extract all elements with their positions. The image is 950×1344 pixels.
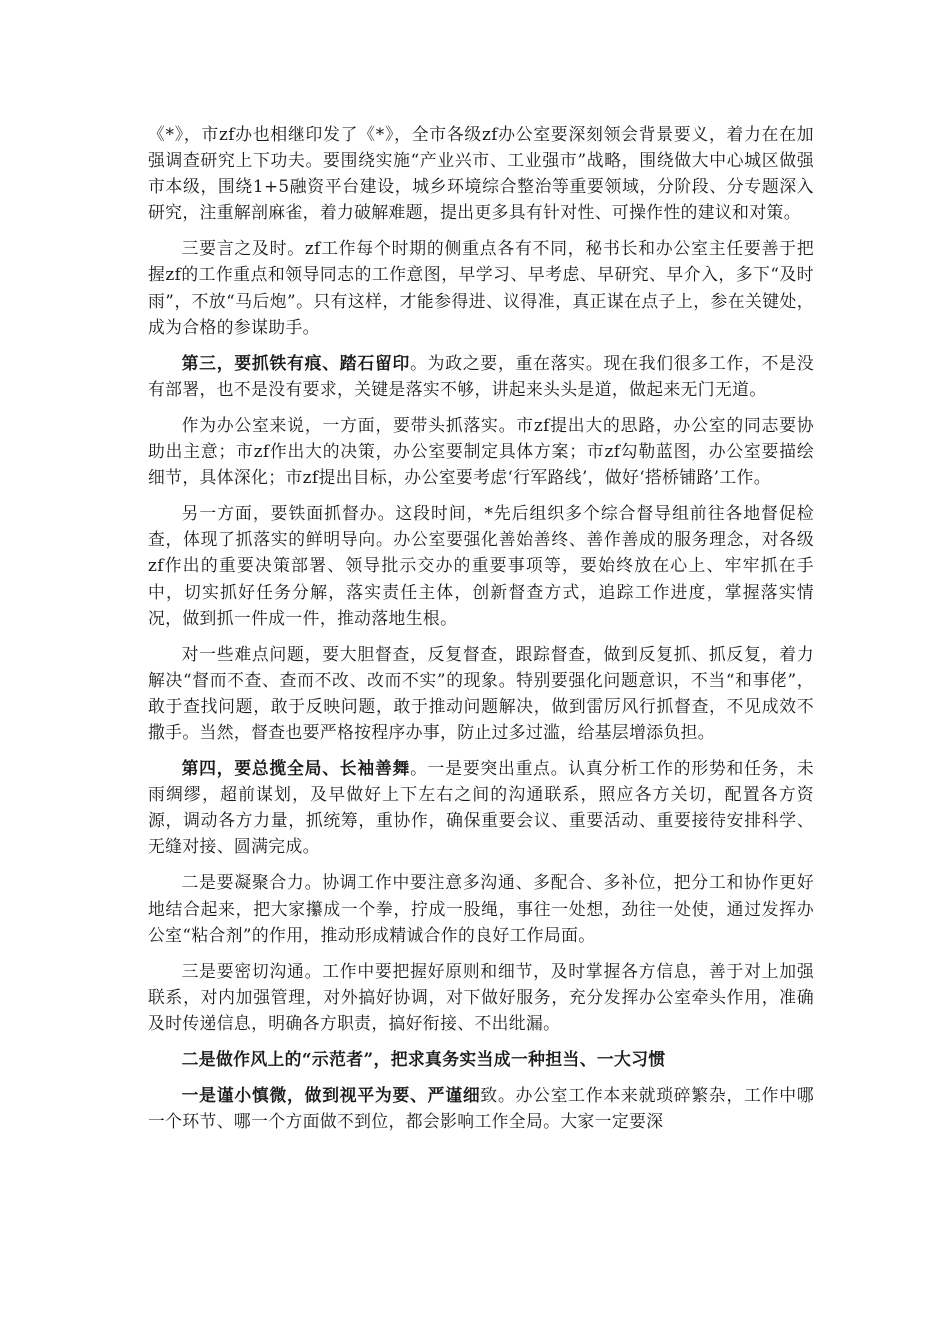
paragraph-1: 《*》，市zf办也相继印发了《*》，全市各级zf办公室要深刻领会背景要义，着力在在加强调查研究上下功夫。要围绕实施“产业兴市、工业强市”战略，围绕做大中心城区做强市本级，围绕1+5融资平台建设，城乡环境综合整治等重要领域，分阶段、分专题深入研究，注重解剖麻雀，着力破解难题，提出更多具有针对性、可操作性的建议和对策。 — [148, 124, 814, 223]
paragraph-6: 对一些难点问题，要大胆督查，反复督查，跟踪督查，做到反复抓、抓反复，着力解决“督而不查、查而不改、改而不实”的现象。特别要强化问题意识，不当“和事佬”，敢于查找问题，敢于反映问题，敢于推动问题解决，做到雷厉风行抓督查，不见成效不撒手。当然，督查也要严格按程序办事，防止过多过滥，给基层增添负担。 — [148, 643, 814, 742]
paragraph-10-body: 致。办公室工作本来就琐碎繁杂，工作中哪一个环节、哪一个方面做不到位，都会影响工作全局。大家一定要深 — [148, 1085, 814, 1132]
paragraph-7 — [148, 755, 814, 859]
paragraph-8: 二是要凝聚合力。协调工作中要注意多沟通、多配合、多补位，把分工和协作更好地结合起来，把大家攥成一个拳，拧成一股绳，事往一处想，劲往一处使，通过发挥办公室“粘合剂”的作用，推动形成精诚合作的良好工作局面。 — [148, 872, 814, 945]
section-heading: 二是做作风上的“示范者”，把求真务实当成一种担当、一大习惯 — [181, 1049, 666, 1069]
paragraph-7-lead: 第四，要总揽全局、长袖善舞 — [181, 758, 411, 779]
paragraph-7-body: 。一是要突出重点。认真分析工作的形势和任务，未雨绸缪，超前谋划，及早做好上下左右之间的沟通联系，照应各方关切，配置各方资源，调动各方力量，抓统筹，重协作，确保重要会议、重要活动、重要接待安排科学、无缝对接、圆满完成。 — [148, 758, 815, 857]
paragraph-4: 作为办公室来说，一方面，要带头抓落实。市zf提出大的思路，办公室的同志要协助出主意；市zf作出大的决策，办公室要制定具体方案；市zf勾勒蓝图，办公室要描绘细节，具体深化；市zf提出目标，办公室要考虑‘行军路线’，做好‘搭桥铺路’工作。 — [148, 414, 814, 488]
document-page — [148, 121, 814, 1144]
paragraph-5: 另一方面，要铁面抓督办。这段时间，*先后组织多个综合督导组前往各地督促检查，体现了抓落实的鲜明导向。办公室要强化善始善终、善作善成的服务理念，对各级zf作出的重要决策部署、领导批示交办的重要事项等，要始终放在心上、牢牢抓在手中，切实抓好任务分解，落实责任主体，创新督查方式，追踪工作进度，掌握落实情况，做到抓一件成一件，推动落地生根。 — [148, 503, 814, 628]
paragraph-10-lead: 一是谨小慎微，做到视平为要、严谨细 — [181, 1085, 481, 1106]
paragraph-3-lead: 第三，要抓铁有痕、踏石留印 — [181, 352, 411, 373]
paragraph-9: 三是要密切沟通。工作中要把握好原则和细节，及时掌握各方信息，善于对上加强联系，对内加强管理，对外搞好协调，对下做好服务，充分发挥办公室牵头作用，准确及时传递信息，明确各方职责，搞好衔接、不出纰漏。 — [148, 960, 814, 1033]
paragraph-2: 三要言之及时。zf工作每个时期的侧重点各有不同，秘书长和办公室主任要善于把握zf的工作重点和领导同志的工作意图，早学习、早考虑、早研究、早介入，多下“及时雨”，不放“马后炮”。只有这样，才能参得进、议得准，真正谋在点子上，参在关键处，成为合格的参谋助手。 — [148, 238, 814, 337]
paragraph-3 — [148, 350, 814, 402]
paragraph-3-body: 。为政之要，重在落实。现在我们很多工作，不是没有部署，也不是没有要求，关键是落实不够，讲起来头头是道，做起来无门无道。 — [148, 352, 815, 399]
paragraph-10 — [148, 1082, 814, 1134]
